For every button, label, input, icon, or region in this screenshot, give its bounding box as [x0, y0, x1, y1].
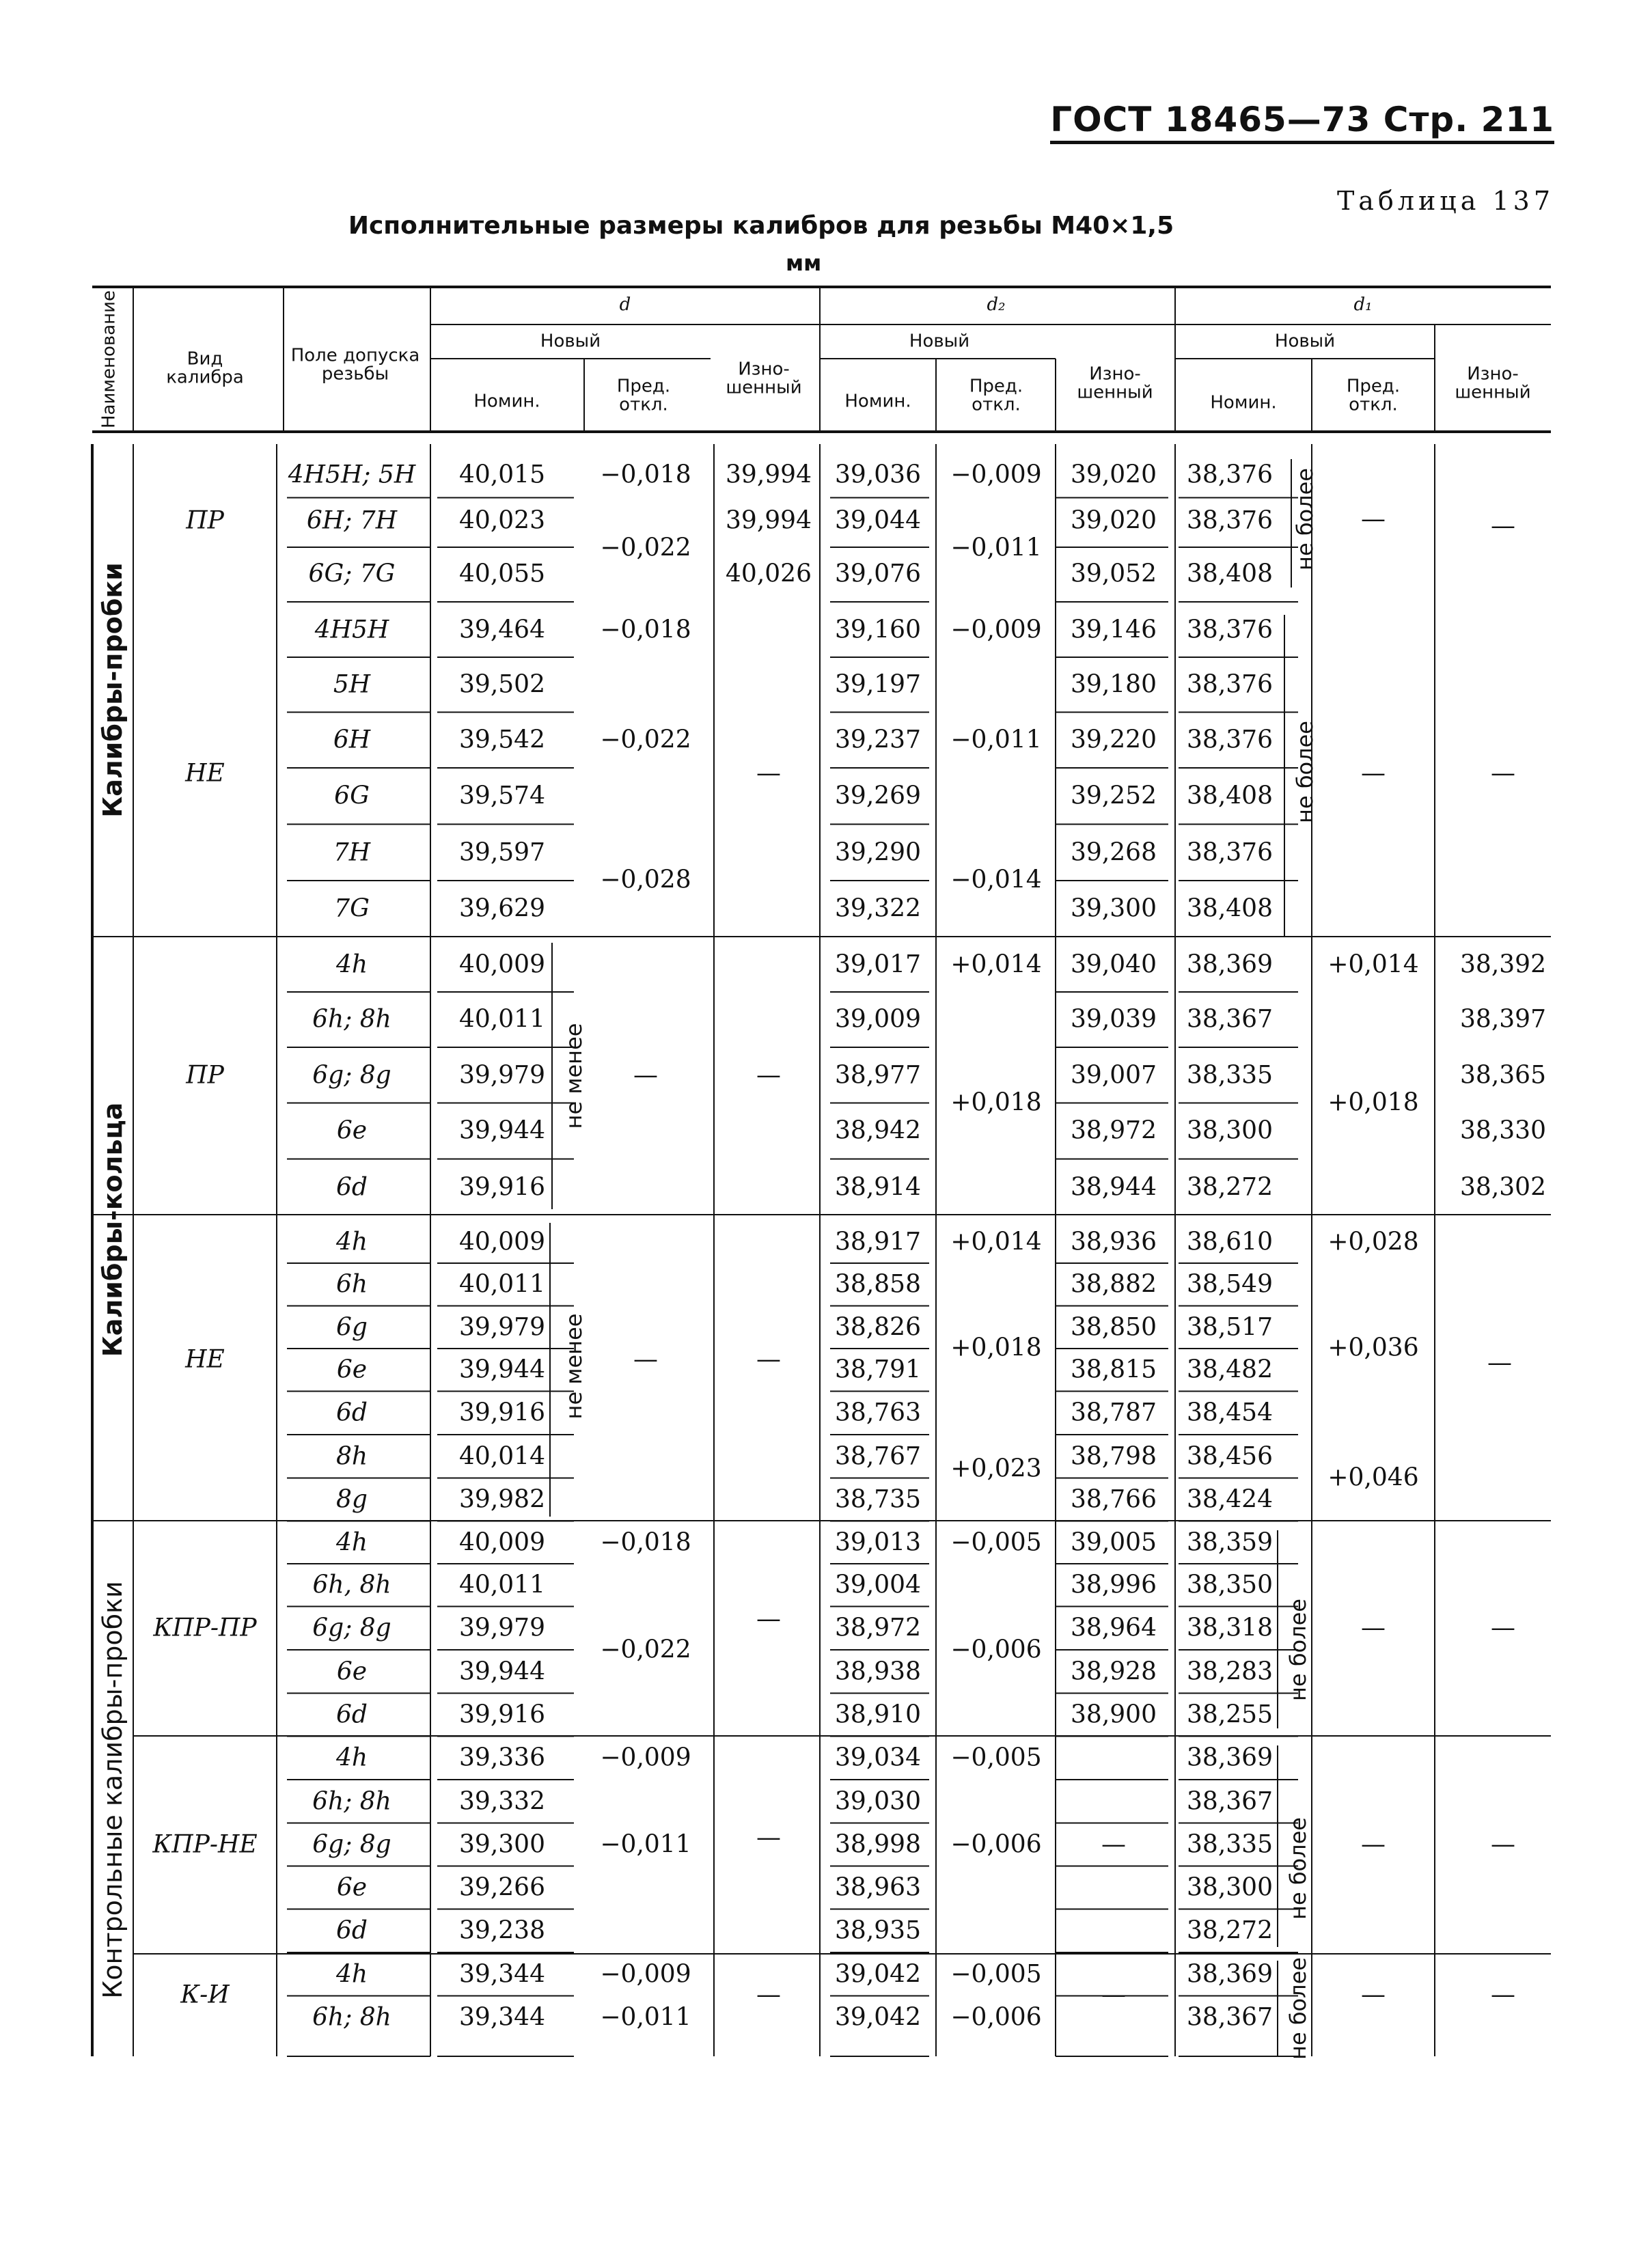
- gauge-kind-kpr-pr: КПР-ПР: [153, 1614, 257, 1642]
- d1-nominal: 38,376: [1187, 838, 1273, 867]
- note-not-more: не более: [1285, 1817, 1311, 1920]
- thread-field: 6d: [336, 1173, 368, 1202]
- d-nominal: 39,944: [459, 1355, 545, 1384]
- dash: —: [633, 1061, 658, 1090]
- header-nom-d2: Номин.: [844, 391, 911, 412]
- note-not-more: не более: [1285, 1599, 1311, 1701]
- d2-deviation: −0,014: [950, 866, 1042, 894]
- d2-nominal: 38,977: [835, 1061, 921, 1090]
- d1-nominal: 38,376: [1187, 670, 1273, 699]
- d2-worn: 39,005: [1071, 1528, 1157, 1557]
- d-nominal: 39,344: [459, 2003, 545, 2032]
- d2-nominal: 38,917: [835, 1228, 921, 1256]
- d1-nominal: 38,376: [1187, 726, 1273, 754]
- thread-field: 8h: [335, 1442, 368, 1471]
- thread-field: 6h; 8h: [312, 1005, 391, 1034]
- d-nominal: 39,336: [459, 1743, 545, 1772]
- thread-field: 6h; 8h: [312, 1787, 391, 1816]
- d2-nominal: 38,735: [835, 1485, 921, 1514]
- d-nominal: 40,015: [459, 460, 545, 489]
- dash: —: [1491, 1830, 1515, 1859]
- thread-field: 6g: [336, 1313, 368, 1342]
- d1-nominal: 38,272: [1187, 1173, 1273, 1202]
- d1-nominal: 38,408: [1187, 560, 1273, 588]
- d2-nominal: 39,076: [835, 560, 921, 588]
- d1-nominal: 38,335: [1187, 1061, 1273, 1090]
- group-ring-gauges: Калибры-кольца: [98, 1102, 128, 1357]
- d2-nominal: 39,009: [835, 1005, 921, 1034]
- d2-worn: 38,882: [1071, 1270, 1157, 1299]
- d1-worn: 38,397: [1460, 1005, 1546, 1034]
- d1-worn: 38,302: [1460, 1173, 1546, 1202]
- d1-nominal: 38,408: [1187, 894, 1273, 923]
- dash: —: [1361, 1980, 1386, 2009]
- thread-field: 6d: [336, 1700, 368, 1729]
- d-nominal: 40,011: [459, 1571, 545, 1599]
- note-not-more: не более: [1292, 468, 1318, 570]
- d2-worn: 38,964: [1071, 1614, 1157, 1642]
- thread-field: 4h: [335, 1528, 368, 1557]
- d2-worn: 38,787: [1071, 1398, 1157, 1427]
- d-nominal: 39,332: [459, 1787, 545, 1816]
- d2-worn: 38,798: [1071, 1442, 1157, 1471]
- d1-nominal: 38,424: [1187, 1485, 1273, 1514]
- d1-deviation: +0,014: [1327, 950, 1419, 979]
- dash: —: [1491, 512, 1515, 540]
- thread-field: 4h: [335, 1960, 368, 1989]
- thread-field: 6H; 7H: [306, 506, 398, 535]
- d1-nominal: 38,300: [1187, 1116, 1273, 1145]
- d2-nominal: 39,269: [835, 782, 921, 810]
- gauge-kind-ne: НЕ: [185, 1345, 225, 1374]
- d-deviation: −0,009: [600, 1743, 691, 1772]
- d-nominal: 39,916: [459, 1398, 545, 1427]
- d2-worn: 39,252: [1071, 782, 1157, 810]
- thread-field: 6e: [336, 1116, 368, 1145]
- dash: —: [1487, 1349, 1512, 1377]
- d2-worn: 39,040: [1071, 950, 1157, 979]
- d1-nominal: 38,335: [1187, 1830, 1273, 1859]
- d2-deviation: −0,009: [950, 460, 1042, 489]
- d-nominal: 39,982: [459, 1485, 545, 1514]
- dash: —: [633, 1345, 658, 1374]
- d2-worn: 39,220: [1071, 726, 1157, 754]
- d-nominal: 39,597: [459, 838, 545, 867]
- d1-nominal: 38,318: [1187, 1614, 1273, 1642]
- d2-nominal: 38,910: [835, 1700, 921, 1729]
- d2-nominal: 38,858: [835, 1270, 921, 1299]
- d1-nominal: 38,482: [1187, 1355, 1273, 1384]
- d-nominal: 40,055: [459, 560, 545, 588]
- d-deviation: −0,022: [600, 534, 691, 562]
- note-not-less: не менее: [561, 1313, 587, 1420]
- d2-deviation: −0,011: [950, 534, 1042, 562]
- d1-nominal: 38,610: [1187, 1228, 1273, 1256]
- d2-nominal: 39,197: [835, 670, 921, 699]
- note-not-less: не менее: [561, 1023, 587, 1129]
- header-name: Наименование: [98, 290, 120, 429]
- thread-field: 6h, 8h: [312, 1571, 391, 1599]
- d1-nominal: 38,376: [1187, 460, 1273, 489]
- thread-field: 6H: [333, 726, 371, 754]
- note-not-more: не более: [1285, 1957, 1311, 2060]
- d2-nominal: 38,914: [835, 1173, 921, 1202]
- d2-nominal: 39,044: [835, 506, 921, 535]
- d2-nominal: 38,938: [835, 1657, 921, 1686]
- dash: —: [1361, 505, 1386, 534]
- d-nominal: 40,023: [459, 506, 545, 535]
- thread-field: 7H: [333, 838, 371, 867]
- d2-deviation: −0,005: [950, 1960, 1042, 1989]
- d-nominal: 39,979: [459, 1313, 545, 1342]
- d2-nominal: 39,004: [835, 1571, 921, 1599]
- header-dev-d1: Пред. откл.: [1346, 376, 1401, 415]
- d1-nominal: 38,367: [1187, 1787, 1273, 1816]
- d1-nominal: 38,255: [1187, 1700, 1273, 1729]
- d2-worn: 38,766: [1071, 1485, 1157, 1514]
- d2-nominal: 38,998: [835, 1830, 921, 1859]
- d2-deviation: −0,006: [950, 1635, 1042, 1664]
- dash: —: [1361, 1830, 1386, 1859]
- header-new-d: Новый: [540, 331, 601, 352]
- d2-deviation: −0,009: [950, 616, 1042, 644]
- d-deviation: −0,018: [600, 616, 691, 644]
- d-nominal: 40,009: [459, 950, 545, 979]
- dash: —: [756, 1605, 781, 1633]
- d2-nominal: 39,017: [835, 950, 921, 979]
- unit-label: мм: [786, 250, 822, 276]
- d-nominal: 39,300: [459, 1830, 545, 1859]
- d1-nominal: 38,517: [1187, 1313, 1273, 1342]
- header-dev-d: Пред. откл.: [616, 376, 671, 415]
- d2-nominal: 39,013: [835, 1528, 921, 1557]
- d-nominal: 40,009: [459, 1228, 545, 1256]
- d-nominal: 39,629: [459, 894, 545, 923]
- d1-nominal: 38,376: [1187, 506, 1273, 535]
- d2-worn: 39,007: [1071, 1061, 1157, 1090]
- d2-nominal: 39,034: [835, 1743, 921, 1772]
- thread-field: 7G: [334, 894, 370, 923]
- dash: —: [1101, 1980, 1126, 2009]
- d1-nominal: 38,350: [1187, 1571, 1273, 1599]
- header-worn-d2: Изно- шенный: [1077, 363, 1153, 403]
- d-nominal: 39,266: [459, 1873, 545, 1902]
- d2-worn: 38,972: [1071, 1116, 1157, 1145]
- d2-nominal: 38,791: [835, 1355, 921, 1384]
- d2-nominal: 38,763: [835, 1398, 921, 1427]
- d2-worn: 38,900: [1071, 1700, 1157, 1729]
- d1-deviation: +0,018: [1327, 1088, 1419, 1117]
- d1-nominal: 38,369: [1187, 1960, 1273, 1989]
- thread-field: 4H5H; 5H: [288, 460, 416, 489]
- thread-field: 6e: [336, 1657, 368, 1686]
- d2-deviation: +0,018: [950, 1088, 1042, 1117]
- dash: —: [1491, 1614, 1515, 1642]
- note-not-more: не более: [1292, 721, 1318, 823]
- d-deviation: −0,022: [600, 726, 691, 754]
- d1-nominal: 38,454: [1187, 1398, 1273, 1427]
- gauge-kind-pr: ПР: [186, 1061, 224, 1090]
- d-nominal: 40,009: [459, 1528, 545, 1557]
- d2-worn: 39,300: [1071, 894, 1157, 923]
- thread-field: 6e: [336, 1873, 368, 1902]
- thread-field: 6e: [336, 1355, 368, 1384]
- header-dev-d2: Пред. откл.: [969, 376, 1023, 415]
- d2-deviation: −0,006: [950, 1830, 1042, 1859]
- thread-field: 6G: [334, 782, 370, 810]
- thread-field: 6h: [335, 1270, 368, 1299]
- header-nom-d: Номин.: [473, 391, 540, 412]
- d-nominal: 39,502: [459, 670, 545, 699]
- d1-nominal: 38,408: [1187, 782, 1273, 810]
- d2-worn: 39,052: [1071, 560, 1157, 588]
- table-title: Исполнительные размеры калибров для резьбы М40×1,5: [348, 212, 1174, 240]
- dash: —: [756, 1345, 781, 1374]
- d1-nominal: 38,549: [1187, 1270, 1273, 1299]
- header-worn-d: Изно- шенный: [726, 359, 802, 398]
- thread-field: 4H5H: [314, 616, 389, 644]
- header-field: Поле допуска резьбы: [290, 345, 420, 385]
- d2-deviation: +0,018: [950, 1334, 1042, 1362]
- d2-nominal: 39,322: [835, 894, 921, 923]
- d-deviation: −0,011: [600, 2003, 691, 2032]
- d2-deviation: +0,023: [950, 1454, 1042, 1483]
- table-number: Таблица 137: [1336, 186, 1554, 216]
- dash: —: [1491, 759, 1515, 788]
- d2-nominal: 38,767: [835, 1442, 921, 1471]
- d2-worn: 38,936: [1071, 1228, 1157, 1256]
- d2-worn: 39,020: [1071, 506, 1157, 535]
- thread-field: 6h; 8h: [312, 2003, 391, 2032]
- d1-nominal: 38,369: [1187, 950, 1273, 979]
- header-new-d2: Новый: [909, 331, 970, 352]
- d1-worn: 38,330: [1460, 1116, 1546, 1145]
- d-worn: 39,994: [726, 506, 812, 535]
- d-nominal: 39,979: [459, 1061, 545, 1090]
- d2-nominal: 39,042: [835, 1960, 921, 1989]
- header-kind: Вид калибра: [166, 348, 244, 388]
- d1-worn: 38,365: [1460, 1061, 1546, 1090]
- d-deviation: −0,009: [600, 1960, 691, 1989]
- thread-field: 6d: [336, 1916, 368, 1945]
- header-worn-d1: Изно- шенный: [1455, 363, 1531, 403]
- thread-field: 4h: [335, 1228, 368, 1256]
- d-deviation: −0,028: [600, 866, 691, 894]
- d2-nominal: 39,030: [835, 1787, 921, 1816]
- d2-nominal: 39,042: [835, 2003, 921, 2032]
- header-d2: d₂: [987, 294, 1006, 315]
- d1-nominal: 38,300: [1187, 1873, 1273, 1902]
- d2-nominal: 38,942: [835, 1116, 921, 1145]
- d1-nominal: 38,283: [1187, 1657, 1273, 1686]
- d2-nominal: 38,972: [835, 1614, 921, 1642]
- d2-deviation: −0,006: [950, 2003, 1042, 2032]
- d2-worn: 38,944: [1071, 1173, 1157, 1202]
- d2-nominal: 38,826: [835, 1313, 921, 1342]
- d2-worn: 39,268: [1071, 838, 1157, 867]
- d-worn: 39,994: [726, 460, 812, 489]
- dash: —: [756, 759, 781, 788]
- thread-field: 6g; 8g: [312, 1830, 391, 1859]
- d2-deviation: +0,014: [950, 1228, 1042, 1256]
- d2-worn: 39,146: [1071, 616, 1157, 644]
- d-nominal: 39,344: [459, 1960, 545, 1989]
- d1-nominal: 38,369: [1187, 1743, 1273, 1772]
- d-nominal: 39,944: [459, 1657, 545, 1686]
- thread-field: 6g; 8g: [312, 1061, 391, 1090]
- d1-deviation: +0,036: [1327, 1334, 1419, 1362]
- d1-nominal: 38,272: [1187, 1916, 1273, 1945]
- page-header: ГОСТ 18465—73 Стр. 211: [1050, 100, 1554, 144]
- dash: —: [1491, 1980, 1515, 2009]
- gauge-kind-ne: НЕ: [185, 759, 225, 788]
- d-nominal: 39,916: [459, 1173, 545, 1202]
- dash: —: [1101, 1830, 1126, 1859]
- d-nominal: 39,979: [459, 1614, 545, 1642]
- d-nominal: 39,574: [459, 782, 545, 810]
- dash: —: [756, 1061, 781, 1090]
- group-plug-gauges: Калибры-пробки: [98, 562, 128, 818]
- group-control-plugs: Контрольные калибры-пробки: [98, 1581, 128, 1999]
- d-nominal: 40,011: [459, 1005, 545, 1034]
- gauge-kind-kpr-ne: КПР-НЕ: [152, 1830, 258, 1859]
- dash: —: [1361, 759, 1386, 788]
- header-new-d1: Новый: [1274, 331, 1336, 352]
- thread-field: 4h: [335, 950, 368, 979]
- d2-nominal: 39,160: [835, 616, 921, 644]
- thread-field: 5H: [333, 670, 371, 699]
- d-nominal: 40,014: [459, 1442, 545, 1471]
- d-deviation: −0,018: [600, 1528, 691, 1557]
- d2-worn: 38,928: [1071, 1657, 1157, 1686]
- header-d: d: [619, 294, 631, 315]
- d-deviation: −0,011: [600, 1830, 691, 1859]
- d2-worn: 38,815: [1071, 1355, 1157, 1384]
- d1-deviation: +0,028: [1327, 1228, 1419, 1256]
- d-nominal: 39,464: [459, 616, 545, 644]
- d1-worn: 38,392: [1460, 950, 1546, 979]
- dash: —: [756, 1823, 781, 1852]
- d2-nominal: 39,036: [835, 460, 921, 489]
- thread-field: 4h: [335, 1743, 368, 1772]
- gauge-kind-k-i: К-И: [180, 1980, 230, 2009]
- d-nominal: 39,542: [459, 726, 545, 754]
- d2-worn: 39,039: [1071, 1005, 1157, 1034]
- d2-worn: 38,850: [1071, 1313, 1157, 1342]
- thread-field: 8g: [336, 1485, 368, 1514]
- thread-field: 6d: [336, 1398, 368, 1427]
- d2-nominal: 38,935: [835, 1916, 921, 1945]
- d1-nominal: 38,359: [1187, 1528, 1273, 1557]
- gauge-kind-pr: ПР: [186, 506, 224, 535]
- thread-field: 6g; 8g: [312, 1614, 391, 1642]
- d-nominal: 39,238: [459, 1916, 545, 1945]
- d2-deviation: −0,011: [950, 726, 1042, 754]
- header-nom-d1: Номин.: [1210, 392, 1277, 413]
- d2-worn: 38,996: [1071, 1571, 1157, 1599]
- d2-nominal: 39,290: [835, 838, 921, 867]
- d2-worn: 39,180: [1071, 670, 1157, 699]
- d2-worn: 39,020: [1071, 460, 1157, 489]
- d-deviation: −0,018: [600, 460, 691, 489]
- d-worn: 40,026: [726, 560, 812, 588]
- d1-nominal: 38,367: [1187, 2003, 1273, 2032]
- d2-deviation: −0,005: [950, 1528, 1042, 1557]
- d-nominal: 40,011: [459, 1270, 545, 1299]
- d2-deviation: +0,014: [950, 950, 1042, 979]
- d2-nominal: 38,963: [835, 1873, 921, 1902]
- dash: —: [756, 1980, 781, 2009]
- d1-deviation: +0,046: [1327, 1463, 1419, 1492]
- dash: —: [1361, 1614, 1386, 1642]
- d-nominal: 39,916: [459, 1700, 545, 1729]
- d1-nominal: 38,367: [1187, 1005, 1273, 1034]
- d-nominal: 39,944: [459, 1116, 545, 1145]
- thread-field: 6G; 7G: [308, 560, 396, 588]
- d-deviation: −0,022: [600, 1635, 691, 1664]
- d2-deviation: −0,005: [950, 1743, 1042, 1772]
- d1-nominal: 38,376: [1187, 616, 1273, 644]
- d1-nominal: 38,456: [1187, 1442, 1273, 1471]
- d2-nominal: 39,237: [835, 726, 921, 754]
- header-d1: d₁: [1353, 294, 1373, 315]
